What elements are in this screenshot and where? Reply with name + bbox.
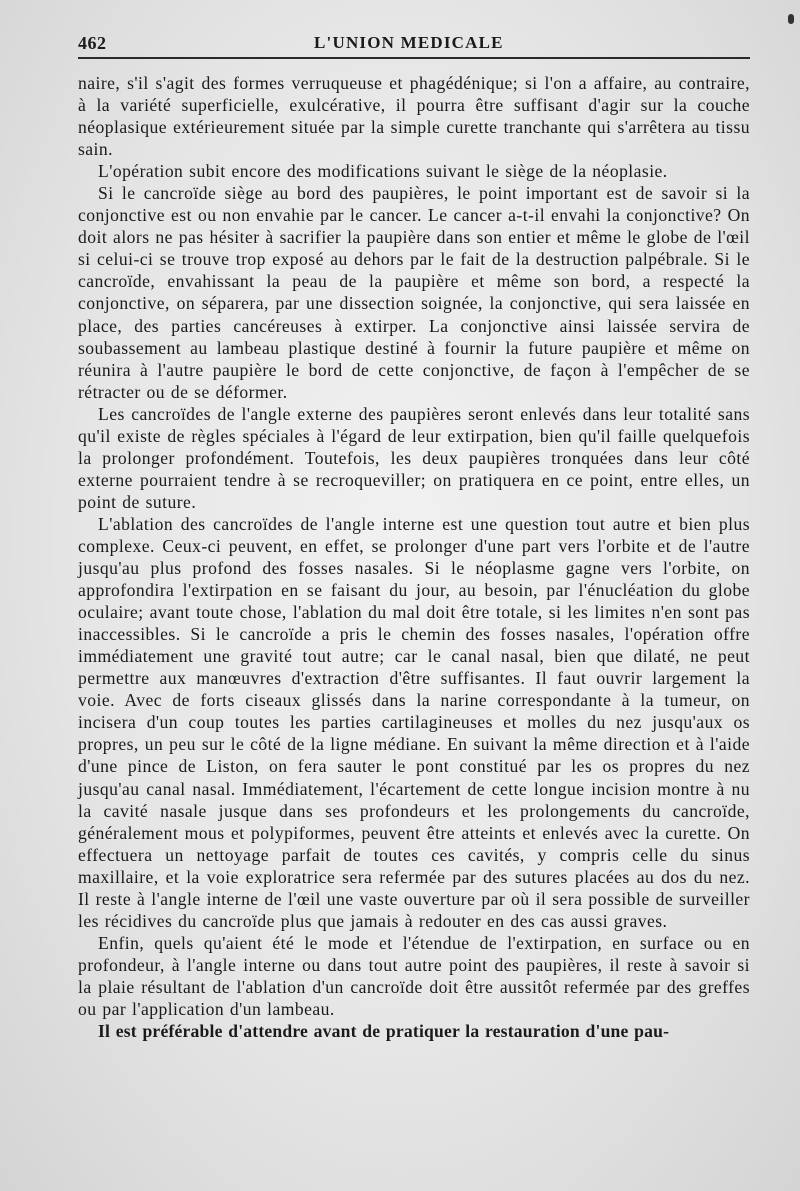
header-rule	[78, 57, 750, 59]
paragraph-restoration: Il est préférable d'attendre avant de pratiquer la restauration d'une pau-	[98, 1021, 670, 1042]
paragraph-eyelid-border: Si le cancroïde siège au bord des paupières, le point important est de savoir si la conjonctive est ou non envahie par le cancer. Le cancer a-t-il envahi la conjonctive? On doit alors ne pas hésiter à sacrifier la paupière dans son entier et même le globe de l'œil si celui-ci se trouve trop exposé au dehors par le fait de la destruction palpébrale. Si le cancroïde, envahissant la peau de la paupière et même son bord, a respecté la conjonctive, on séparera, par une dissection soignée, la conjonctive, qui sera laissée en place, des parties cancéreuses à extirper. La conjonctive ainsi laissée servira de soubassement au lambeau plastique destiné à fournir la future paupière et même on réunira à l'autre paupière le bord de cette conjonctive, de façon à l'empêcher de se rétracter ou de se déformer.	[78, 183, 750, 402]
page-number: 462	[78, 33, 107, 53]
page-edge-mark	[788, 14, 794, 24]
paragraph-internal-angle: L'ablation des cancroïdes de l'angle interne est une question tout autre et bien plus complexe. Ceux-ci peuvent, en effet, se prolonger d'une part vers l'orbite et de l'autre jusqu'au plus profond des fosses nasales. Si le néoplasme gagne vers l'orbite, on approfondira l'extirpation en se faisant du jour, au besoin, par l'énucléation du globe oculaire; avant toute chose, l'ablation du mal doit être totale, si les limites n'en sont pas inaccessibles. Si le cancroïde a pris le chemin des fosses nasales, l'opération offre immédiatement une gravité tout autre; car le canal nasal, bien que dilaté, ne peut permettre aux manœuvres d'extraction d'être suffisantes. Il faut ouvrir largement la voie. Avec de forts ciseaux glissés dans la narine correspondante à la tumeur, on incisera d'un coup toutes les parties cartilagineuses et molles du nez jusqu'aux os propres, un peu sur le côté de la ligne médiane. En suivant la même direction et à l'aide d'une pince de Liston, on fera sauter le pont constitué par les os propres du nez jusqu'au canal nasal. Immédiatement, l'écartement de cette longue incision montre à nu la cavité nasale jusque dans ses profondeurs et les prolongements du cancroïde, généralement mous et polypiformes, peuvent être atteints et enlevés avec la curette. On effectuera un nettoyage parfait de toutes ces cavités, y compris celle du sinus maxillaire, et la voie exploratrice sera refermée par des sutures placées au dos du nez. Il reste à l'angle interne de l'œil une vaste ouverture par où il sera possible de surveiller les récidives du cancroïde plus que jamais à redouter en des cas aussi graves.	[78, 513, 750, 931]
paragraph-external-angle: Les cancroïdes de l'angle externe des paupières seront enlevés dans leur totalité sans qu'il existe de règles spéciales à l'égard de leur extirpation, bien qu'il faille quelquefois la prolonger profondément. Toutefois, les deux paupières tronquées dans leur côté externe pourraient tendre à se recroqueviller; on pratiquera en ce point, entre elles, un point de suture.	[78, 403, 750, 512]
running-title: L'UNION MEDICALE	[314, 33, 504, 52]
paragraph-closure: Enfin, quels qu'aient été le mode et l'étendue de l'extirpation, en surface ou en profondeur, à l'angle interne ou dans tout autre point des paupières, il reste à savoir si la plaie résultant de l'ablation d'un cancroïde doit être aussitôt refermée par des greffes ou par l'application d'un lambeau.	[78, 932, 750, 1019]
paragraph-continuation: naire, s'il s'agit des formes verruqueuse et phagédénique; si l'on a affaire, au contraire, à la variété superficielle, exulcérative, il pourra être suffisant d'agir sur la couche néoplasique extérieurement située par la simple curette tranchante qui s'arrêtera au tissu sain.	[78, 73, 750, 160]
page-header	[78, 30, 750, 58]
paragraph-operation-modifications: L'opération subit encore des modifications suivant le siège de la néoplasie.	[98, 161, 668, 182]
body-text	[78, 72, 750, 1042]
